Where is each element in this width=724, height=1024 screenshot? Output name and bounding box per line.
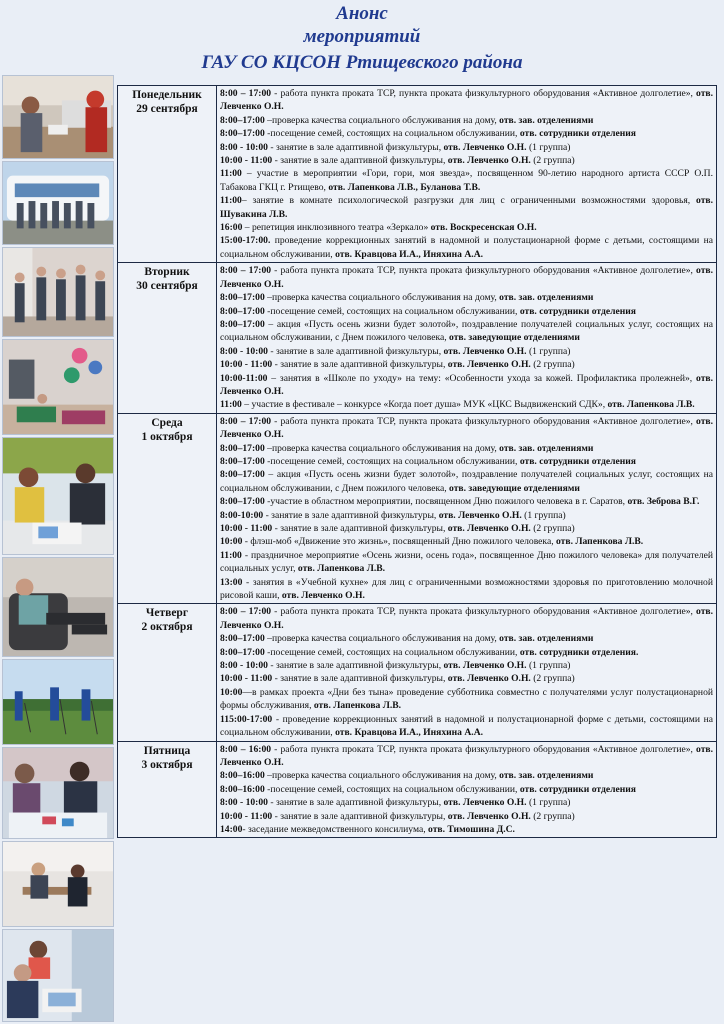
event-item [220, 713, 713, 740]
event-responsible: отв. Левченко О.Н. [281, 590, 365, 602]
events-cell [217, 413, 717, 604]
day-row [118, 263, 717, 413]
event-text: -посещение семей, состоящих на социальном обслуживании, [264, 455, 520, 467]
event-time: 8:00 - 10:00 [220, 345, 268, 357]
event-responsible: отв. заведующие отделениями [449, 482, 580, 494]
event-time: 8:00 – 17:00 [220, 415, 272, 427]
event-group: (2 группа) [530, 155, 575, 167]
event-item [220, 576, 713, 603]
event-text: –проверка качества социального обслуживания на дому, [264, 633, 500, 645]
event-responsible: отв. сотрудники отделения [519, 128, 636, 140]
event-time: 8:00–16:00 [220, 770, 265, 782]
event-item [220, 659, 713, 672]
event-responsible: отв. Левченко О.Н. [447, 673, 531, 685]
event-time: 11:00 [220, 195, 242, 207]
event-time: 15:00-17:00. [220, 235, 271, 247]
event-responsible: отв. зав. отделениями [499, 292, 594, 304]
event-group: (1 группа) [526, 660, 571, 672]
event-time: 10:00 [220, 686, 243, 698]
event-responsible: отв. Левченко О.Н. [220, 606, 714, 631]
event-time: 8:00 - 10:00 [220, 797, 268, 809]
event-time: 8:00 – 17:00 [220, 265, 272, 277]
event-item [220, 234, 713, 261]
event-responsible: отв. зав. отделениями [499, 633, 594, 645]
event-time: 14:00 [220, 823, 243, 835]
event-time: 8:00–17:00 [220, 442, 265, 454]
event-group: (1 группа) [526, 141, 571, 153]
photo-bus-group [2, 161, 114, 245]
event-responsible: отв. зав. отделениями [499, 770, 594, 782]
event-item [220, 646, 713, 659]
event-item [220, 743, 713, 770]
event-item [220, 305, 713, 318]
event-item [220, 141, 713, 154]
event-responsible: отв. Тимошина Д.С. [428, 823, 515, 835]
event-item [220, 194, 713, 221]
event-text: –проверка качества социального обслуживания на дому, [264, 442, 500, 454]
event-responsible: отв. Лапенкова Л.В. [297, 563, 386, 575]
photo-kitchen [2, 75, 114, 159]
event-text: – акция «Пусть осень жизни будет золотой», поздравление получателей социальных услуг, состоящих на социальном обслуживании, с Днем пожилого человека, [220, 318, 713, 344]
event-responsible: отв. зав. отделениями [499, 442, 594, 454]
event-responsible: отв. Левченко О.Н. [447, 523, 531, 534]
event-responsible: отв. зав. отделениями [499, 114, 594, 126]
event-responsible: отв. Левченко О.Н. [443, 141, 527, 153]
day-date: 30 сентября [136, 280, 198, 293]
day-cell [118, 263, 217, 413]
event-time: 10:00 - 11:00 [220, 359, 273, 371]
events-cell [217, 263, 717, 413]
photo-drawing-class [2, 437, 114, 555]
event-text: - занятие в зале адаптивной физкультуры, [267, 345, 444, 357]
event-time: 10:00 - 11:00 [220, 810, 273, 822]
event-time: 8:00–17:00 [220, 292, 265, 304]
event-item [220, 154, 713, 167]
event-item [220, 415, 713, 442]
event-text: - работа пункта проката ТСР, пункта проката физкультурного оборудования «Активное долголетие», [271, 606, 697, 618]
event-time: 8:00 - 10:00 [220, 141, 268, 153]
event-responsible: отв. Лапенкова Л.В. [556, 536, 644, 548]
event-text: - работа пункта проката ТСР, пункта проката физкультурного оборудования «Активное долголетие», [271, 743, 697, 755]
event-text: - занятия в «Учебной кухне» для лиц с ограниченными возможностями здоровья по приготовлению молочной рисовой каши, [220, 576, 713, 602]
photo-consultation [2, 841, 114, 927]
event-text: – репетиция инклюзивного театра «Зеркало» [242, 222, 431, 234]
event-group: (2 группа) [530, 523, 575, 534]
event-text: – занятия в «Школе по уходу» на тему: «Особенности ухода за кожей. Профилактика пролежней», [267, 372, 697, 384]
event-item [220, 358, 713, 371]
photo-gym [2, 339, 114, 435]
event-responsible: отв. Шувакина Л.В. [220, 195, 713, 220]
event-responsible: отв. Лапенкова Л.В. [607, 399, 695, 411]
event-text: - занятие в зале адаптивной физкультуры, [263, 509, 439, 521]
event-item [220, 495, 713, 508]
event-item [220, 345, 713, 358]
event-time: 115:00-17:00 [220, 713, 273, 725]
schedule-table [117, 85, 717, 838]
photo-craft-table [2, 747, 114, 839]
event-responsible: отв. Левченко О.Н. [220, 372, 713, 397]
photo-room-group [2, 247, 114, 337]
event-text: - занятие в зале адаптивной физкультуры, [267, 660, 444, 672]
event-item [220, 509, 713, 522]
event-time: 11:00 [220, 549, 242, 561]
event-time: 8:00–17:00 [220, 469, 265, 481]
event-text: проведение коррекционных занятий в надомной и полустационарной форме с детьми, состоящими на социальном обслуживании, [220, 235, 713, 260]
day-date: 2 октября [141, 621, 193, 634]
event-item [220, 264, 713, 291]
event-group: (1 группа) [526, 345, 571, 357]
event-item [220, 114, 713, 127]
events-cell [217, 86, 717, 263]
day-cell [118, 741, 217, 838]
day-name: Вторник [144, 266, 190, 279]
event-item [220, 823, 713, 836]
day-date: 3 октября [141, 758, 193, 771]
event-responsible: отв. Левченко О.Н. [443, 660, 527, 672]
event-responsible: отв. сотрудники отделения [519, 783, 636, 795]
event-text: -посещение семей, состоящих на социальном обслуживании, [264, 783, 520, 795]
event-item [220, 783, 713, 796]
event-responsible: отв. Зеброва В.Г. [627, 496, 700, 508]
event-time: 8:00–17:00 [220, 114, 265, 126]
event-text: -посещение семей, состоящих на социальном обслуживании, [264, 646, 520, 658]
event-text: - занятие в зале адаптивной физкультуры, [272, 523, 448, 534]
event-time: 8:00–17:00 [220, 128, 265, 140]
event-text: -посещение семей, состоящих на социальном обслуживании, [264, 128, 520, 140]
event-item [220, 167, 713, 194]
event-item [220, 686, 713, 713]
event-responsible: отв. Левченко О.Н. [220, 265, 714, 290]
event-responsible: отв. сотрудники отделения. [519, 646, 639, 658]
day-cell [118, 413, 217, 604]
event-responsible: отв. Левченко О.Н. [220, 743, 714, 768]
event-text: –проверка качества социального обслуживания на дому, [264, 770, 500, 782]
event-time: 13:00 [220, 576, 243, 588]
event-item [220, 398, 713, 411]
event-responsible: отв. Лапенкова Л.В. [313, 700, 402, 712]
day-date: 1 октября [141, 430, 193, 443]
event-text: - проведение коррекционных занятий в надомной и полустационарной форме с детьми, состоящими на социальном обслуживании, [220, 713, 713, 739]
event-responsible: отв. Лапенкова Л.В., Буланова Т.В. [328, 181, 481, 193]
day-row [118, 741, 717, 838]
event-group: (1 группа) [521, 509, 566, 521]
event-responsible: отв. Кравцова И.А., Иняхина А.А. [335, 727, 484, 739]
event-text: – участие в фестивале – конкурсе «Когда поет душа» МУК «ЦКС Выдвиженский СДК», [241, 399, 608, 411]
event-item [220, 291, 713, 304]
event-text: – участие в мероприятии «Гори, гори, моя звезда», посвященном 90-летию народного артиста СССР О.П. Табакова ГКЦ г. Ртищево, [220, 168, 713, 193]
event-time: 11:00 [220, 168, 242, 180]
day-cell [118, 604, 217, 741]
photo-column [2, 75, 114, 1022]
event-time: 8:00–16:00 [220, 783, 265, 795]
event-item [220, 468, 713, 495]
day-row [118, 413, 717, 604]
day-name: Понедельник [132, 89, 202, 101]
event-responsible: отв. Левченко О.Н. [447, 359, 531, 371]
day-date: 29 сентября [136, 103, 198, 115]
event-item [220, 318, 713, 345]
event-responsible: отв. Кравцова И.А., Иняхина А.А. [335, 248, 484, 260]
event-text: –проверка качества социального обслуживания на дому, [264, 292, 500, 304]
event-item [220, 672, 713, 685]
event-text: - занятие в зале адаптивной физкультуры, [272, 673, 448, 685]
event-time: 8:00–17:00 [220, 318, 265, 330]
event-text: - заседание межведомственного консилиума, [242, 823, 429, 835]
event-text: – занятие в комнате психологической разгрузки для лиц с ограниченными возможностями здоровья, [241, 195, 697, 207]
event-text: - занятие в зале адаптивной физкультуры, [267, 141, 444, 153]
event-item [220, 455, 713, 468]
event-text: - занятие в зале адаптивной физкультуры, [272, 155, 448, 167]
event-text: - занятие в зале адаптивной физкультуры, [272, 359, 448, 371]
event-time: 11:00 [220, 399, 242, 411]
event-time: 8:00–17:00 [220, 496, 265, 508]
event-responsible: отв. Левченко О.Н. [220, 415, 714, 441]
event-group: (1 группа) [526, 797, 571, 809]
photo-armchair [2, 557, 114, 657]
event-responsible: отв. заведующие отделениями [449, 332, 580, 344]
event-time: 10:00 - 11:00 [220, 673, 273, 685]
event-item [220, 87, 713, 114]
event-item [220, 769, 713, 782]
event-item [220, 522, 713, 535]
day-row [118, 86, 717, 263]
events-cell [217, 741, 717, 838]
event-item [220, 549, 713, 576]
event-time: 8:00 – 17:00 [220, 88, 272, 99]
event-time: 8:00-10:00 [220, 509, 264, 521]
event-item [220, 221, 713, 234]
event-time: 8:00 – 17:00 [220, 606, 272, 618]
day-name: Среда [151, 416, 183, 429]
day-name: Четверг [145, 607, 189, 620]
event-time: 10:00 [220, 536, 243, 548]
event-text: - флэш-моб «Движение это жизнь», посвященный Дню пожилого человека, [242, 536, 556, 548]
event-group: (2 группа) [530, 359, 575, 371]
events-cell [217, 604, 717, 741]
event-text: - занятие в зале адаптивной физкультуры, [272, 810, 448, 822]
event-time: 8:00–17:00 [220, 455, 265, 467]
event-responsible: отв. Левченко О.Н. [443, 797, 527, 809]
photo-lesson [2, 929, 114, 1022]
event-text: - праздничное мероприятие «Осень жизни, осень года», посвященное Дню пожилого человека» для получателей социальных услуг, [220, 549, 713, 575]
event-item [220, 535, 713, 548]
event-time: 8:00–17:00 [220, 633, 265, 645]
day-cell [118, 86, 217, 263]
event-responsible: отв. Левченко О.Н. [438, 509, 522, 521]
photo-nordic-walking [2, 659, 114, 745]
event-responsible: отв. Левченко О.Н. [443, 345, 527, 357]
event-text: - работа пункта проката ТСР, пункта проката физкультурного оборудования «Активное долголетие», [271, 88, 697, 99]
event-text: - работа пункта проката ТСР, пункта проката физкультурного оборудования «Активное долголетие», [271, 415, 697, 427]
event-item [220, 442, 713, 455]
event-responsible: отв. сотрудники отделения [519, 305, 636, 317]
event-text: –проверка качества социального обслуживания на дому, [264, 114, 500, 126]
event-responsible: отв. Воскресенская О.Н. [430, 222, 537, 234]
event-group: (2 группа) [530, 810, 575, 822]
event-responsible: отв. сотрудники отделения [519, 455, 636, 467]
event-text: - занятие в зале адаптивной физкультуры, [267, 797, 444, 809]
event-text: —в рамках проекта «Дни без тына» проведение субботника совместно с получателями услуг полустационарной формы обслуживания, [220, 686, 713, 712]
title-line-3: ГАУ СО КЦСОН Ртищевского района [201, 52, 523, 73]
page-title [0, 0, 724, 76]
event-item [220, 605, 713, 632]
event-responsible: отв. Левченко О.Н. [447, 155, 531, 167]
event-item [220, 372, 713, 399]
event-time: 10:00 - 11:00 [220, 523, 273, 534]
event-time: 8:00–17:00 [220, 305, 265, 317]
event-time: 10:00 - 11:00 [220, 155, 273, 167]
day-row [118, 604, 717, 741]
event-responsible: отв. Левченко О.Н. [220, 88, 714, 113]
event-time: 8:00 - 10:00 [220, 660, 268, 672]
event-item [220, 796, 713, 809]
event-time: 16:00 [220, 222, 243, 234]
event-text: -посещение семей, состоящих на социальном обслуживании, [264, 305, 520, 317]
title-line-1: Анонс [336, 3, 388, 24]
event-time: 8:00 – 16:00 [220, 743, 272, 755]
event-text: - работа пункта проката ТСР, пункта проката физкультурного оборудования «Активное долголетие», [271, 265, 697, 277]
title-line-2: мероприятий [303, 26, 421, 47]
event-responsible: отв. Левченко О.Н. [447, 810, 531, 822]
event-time: 8:00–17:00 [220, 646, 265, 658]
day-name: Пятница [143, 744, 191, 757]
event-item [220, 127, 713, 140]
event-text: -участие в областном мероприятии, посвященном Дню пожилого человека в г. Саратов, [264, 496, 628, 508]
event-group: (2 группа) [530, 673, 575, 685]
event-item [220, 810, 713, 823]
event-time: 10:00-11:00 [220, 372, 268, 384]
event-text: – акция «Пусть осень жизни будет золотой», поздравление получателей социальных услуг, состоящих на социальном обслуживании, с Днем пожилого человека, [220, 469, 713, 494]
event-item [220, 632, 713, 645]
